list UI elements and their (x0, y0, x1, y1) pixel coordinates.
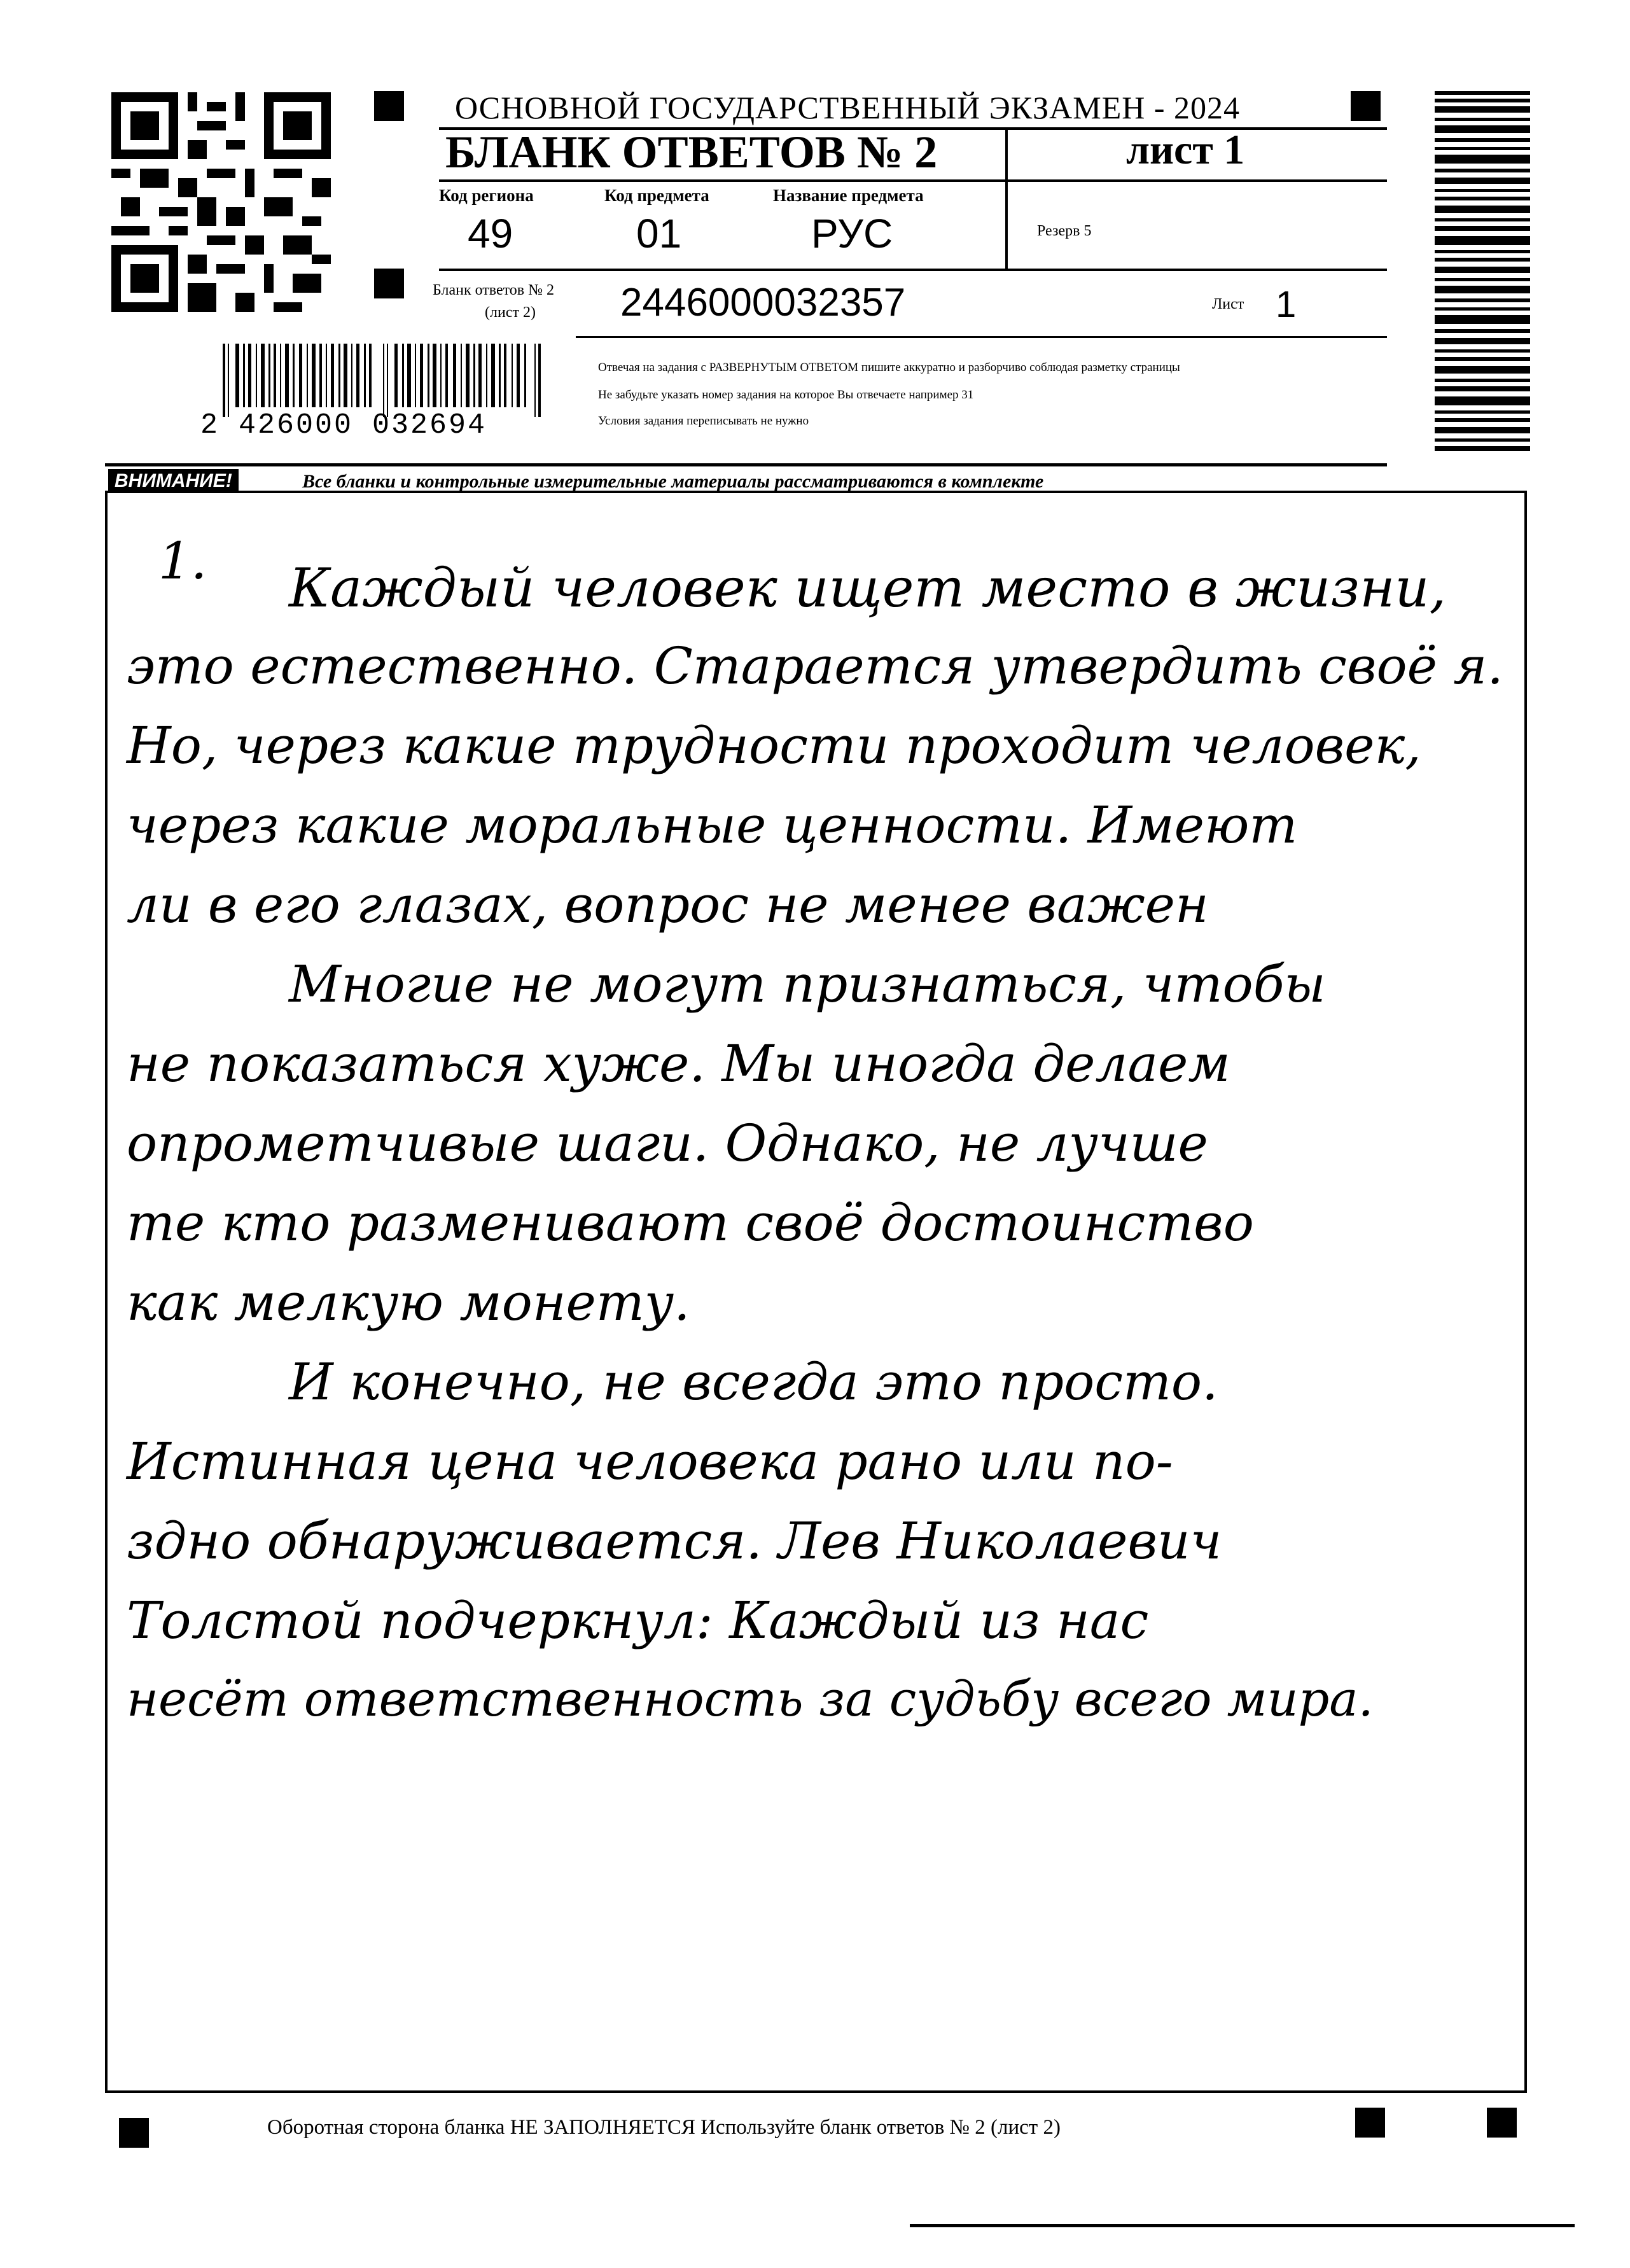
sheet-label: лист 1 (1126, 127, 1245, 173)
notice-text: Все бланки и контрольные измерительные материалы рассматриваются в комплекте (302, 471, 1044, 492)
form-title: БЛАНК ОТВЕТОВ № 2 (445, 127, 938, 178)
marker-square (1355, 2108, 1385, 2138)
answer-line: Но, через какие трудности проходит человек, (127, 716, 1421, 775)
region-value: 49 (468, 211, 513, 256)
sheet-number-label: Лист (1212, 296, 1244, 312)
marker-square (374, 91, 404, 121)
footer-note: Оборотная сторона бланка НЕ ЗАПОЛНЯЕТСЯ Используйте бланк ответов № 2 (лист 2) (267, 2116, 1061, 2139)
form-ref-sub: (лист 2) (485, 304, 536, 321)
subject-name-value: РУС (811, 211, 893, 256)
subject-name-label: Название предмета (773, 186, 924, 205)
answer-line: это естественно. Старается утвердить своё я. (127, 636, 1503, 696)
sheet-number-value: 1 (1276, 284, 1297, 325)
marker-square (374, 269, 404, 298)
instruction-2: Не забудьте указать номер задания на которое Вы отвечаете например 31 (598, 388, 974, 402)
answer-line: Многие не могут признаться, чтобы (289, 955, 1326, 1014)
instruction-3: Условия задания переписывать не нужно (598, 414, 809, 428)
marker-square (1487, 2108, 1517, 2138)
notice-rule (105, 463, 1387, 466)
header-divider (1005, 127, 1008, 269)
answer-line: Каждый человек ищет место в жизни, (289, 557, 1447, 619)
barcode-digits: 2 426000 032694 (200, 409, 487, 442)
exam-title: ОСНОВНОЙ ГОСУДАРСТВЕННЫЙ ЭКЗАМЕН - 2024 (455, 90, 1240, 125)
instruction-1: Отвечая на задания с РАЗВЕРНУТЫМ ОТВЕТОМ пишите аккуратно и разборчиво соблюдая разметку страницы (598, 361, 1180, 374)
linear-barcode (216, 344, 560, 417)
subject-code-value: 01 (636, 211, 682, 256)
answer-line: несёт ответственность за судьбу всего мира. (127, 1670, 1374, 1727)
form-ref-label: Бланк ответов № 2 (433, 282, 555, 298)
qr-code (111, 92, 331, 312)
answer-line: те кто разменивают своё достоинство (127, 1193, 1254, 1252)
header-rule (439, 179, 1387, 182)
answer-area[interactable] (105, 491, 1527, 2093)
answer-line: ли в его глазах, вопрос не менее важен (127, 875, 1209, 934)
answer-line: как мелкую монету. (127, 1273, 690, 1332)
answer-line: Толстой подчеркнул: Каждый из нас (127, 1591, 1149, 1650)
form-number: 2446000032357 (620, 281, 906, 325)
subject-code-label: Код предмета (604, 186, 709, 205)
region-label: Код региона (439, 186, 534, 205)
answer-line: здно обнаруживается. Лев Николаевич (127, 1511, 1222, 1571)
marker-square (119, 2118, 149, 2148)
answer-line: через какие моральные ценности. Имеют (127, 795, 1298, 855)
answer-line: И конечно, не всегда это просто. (289, 1352, 1218, 1411)
attention-badge: ВНИМАНИЕ! (108, 469, 239, 493)
bottom-rule (910, 2224, 1575, 2227)
answer-line: опрометчивые шаги. Однако, не лучше (127, 1114, 1208, 1173)
answer-line: Истинная цена человека рано или по- (127, 1432, 1173, 1491)
answer-line: не показаться хуже. Мы иногда делаем (127, 1034, 1230, 1093)
reserve-label: Резерв 5 (1037, 223, 1092, 239)
side-barcode (1435, 91, 1530, 452)
header-rule (439, 269, 1387, 271)
header-rule (576, 336, 1387, 338)
task-number: 1. (158, 531, 207, 591)
marker-square (1351, 91, 1381, 121)
